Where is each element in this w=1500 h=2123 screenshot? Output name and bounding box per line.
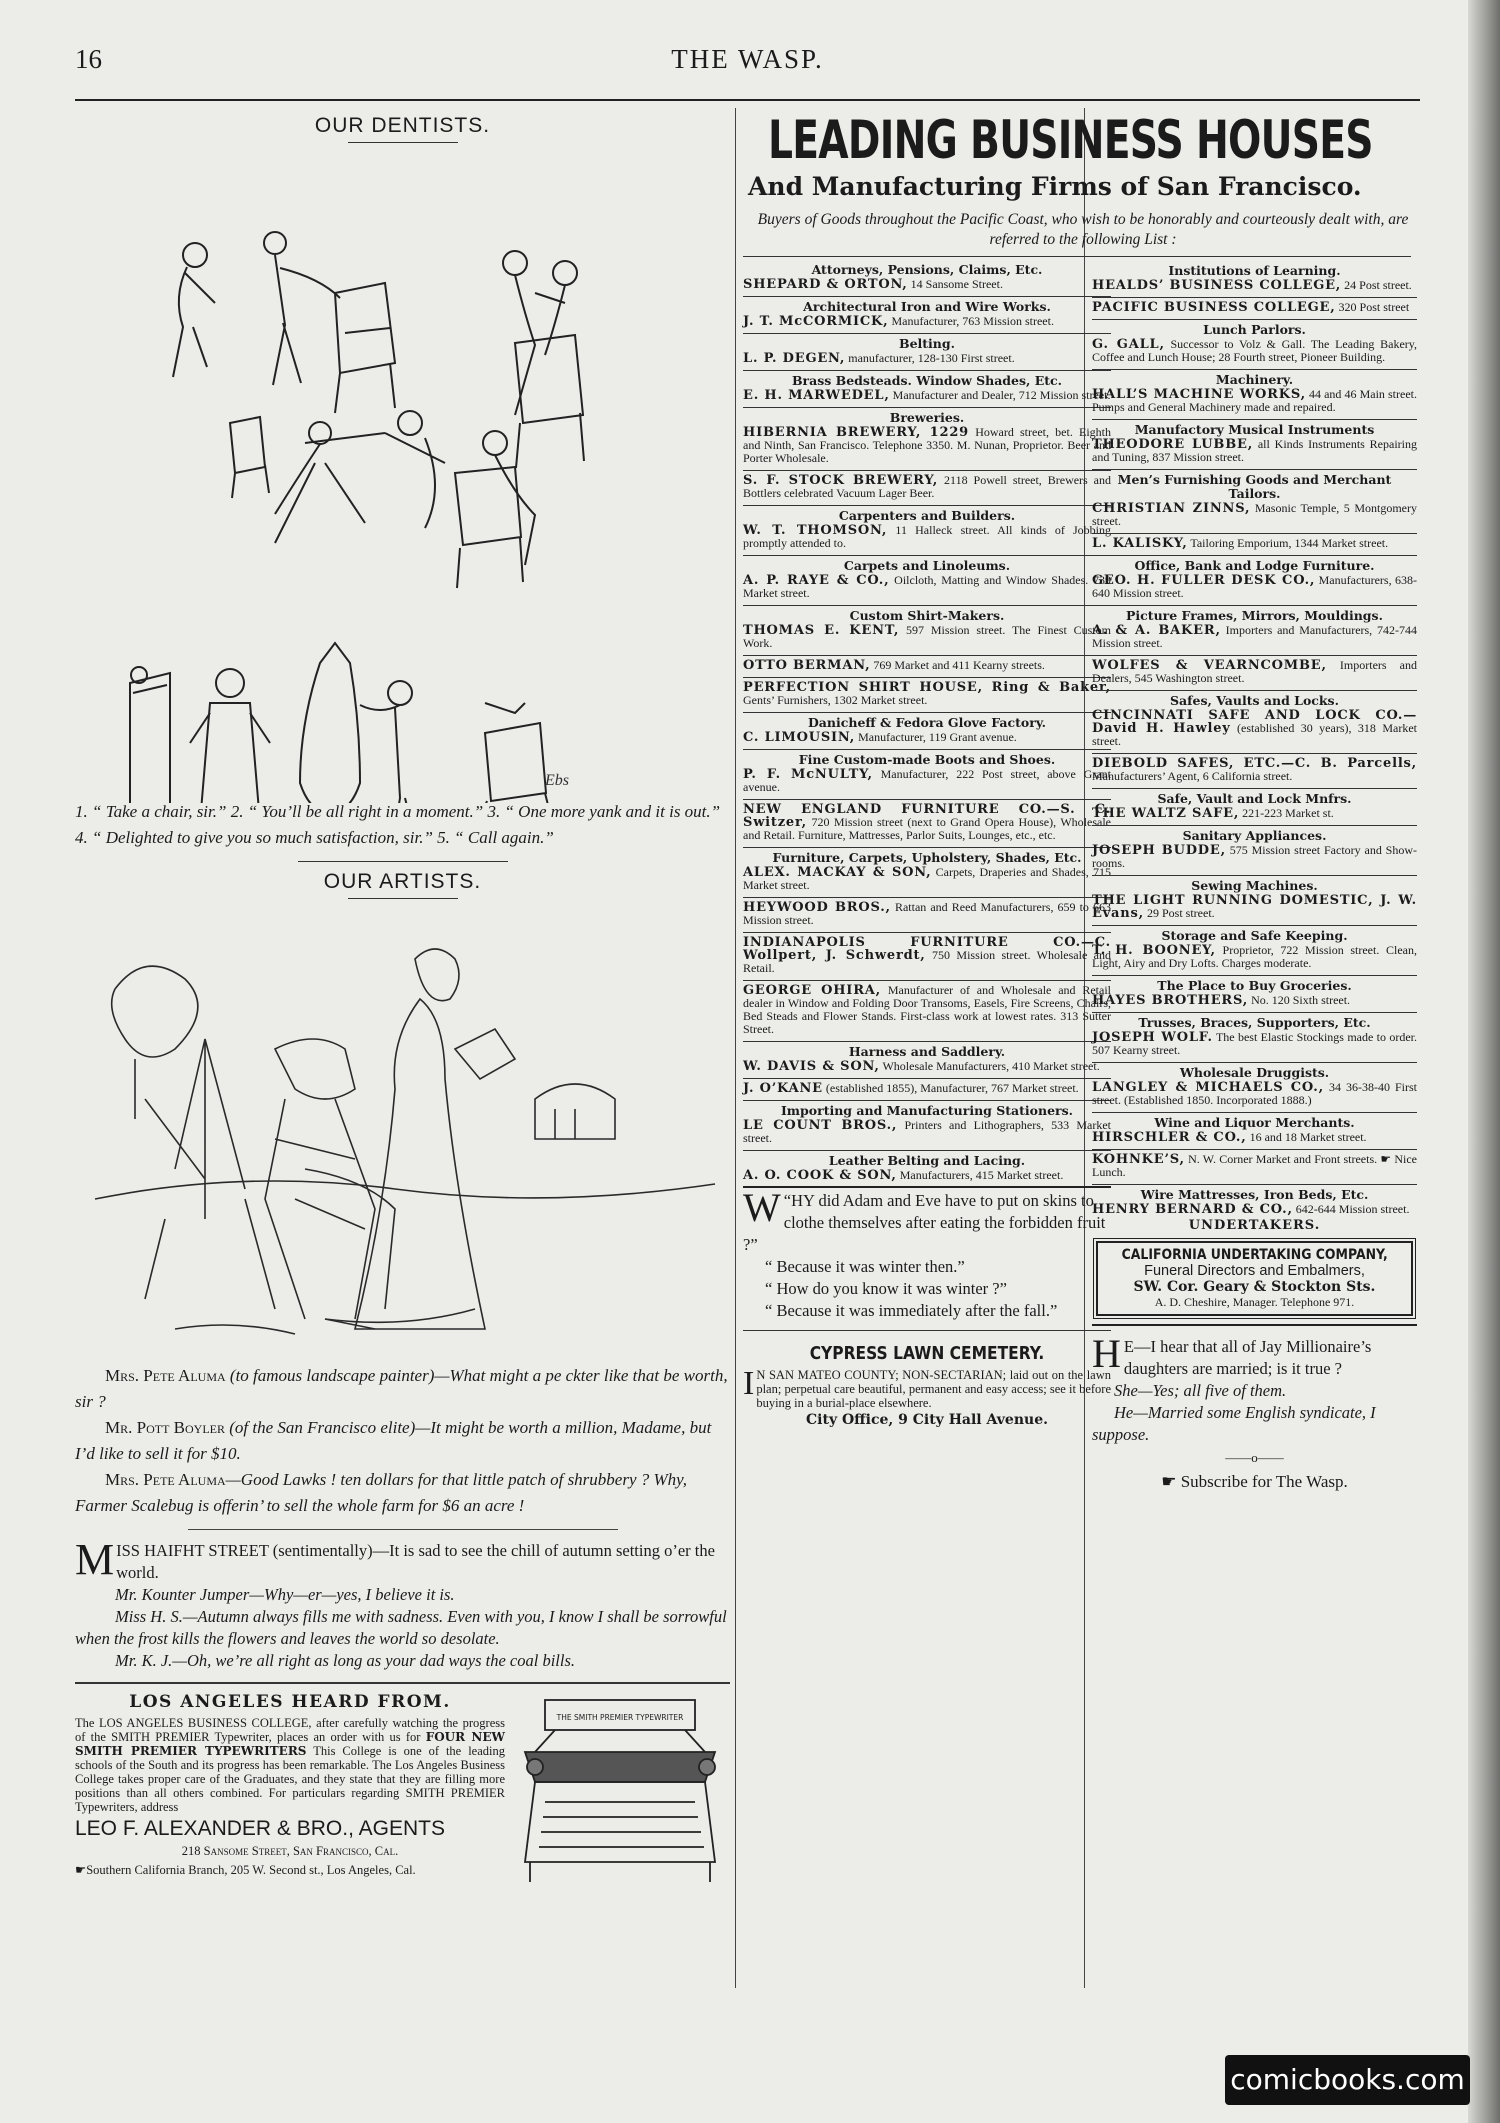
dentists-caption: 1. “ Take a chair, sir.” 2. “ You’ll be all right in a moment.” 3. “ One more yank and it is out.” 4. “ Delighted to give you so much satisfaction, sir.” 5. “ Call again.” [75, 802, 721, 847]
dialogue-line: (of the San Francisco elite)—It might be worth a million, Madame, but I’d like to sell it for $10. [75, 1418, 712, 1463]
directory-entry [1092, 423, 1417, 464]
directory-entry [743, 936, 1111, 975]
firm-name: L. P. DEGEN, [743, 351, 846, 366]
firm-details: Manufacturer, 119 Grant avenue. [855, 730, 1017, 744]
page-number: 16 [75, 44, 102, 74]
firm-details: Manufacturer, 763 Mission street. [888, 314, 1054, 328]
directory-entry [743, 1045, 1111, 1073]
directory-entry [1092, 1153, 1417, 1179]
firm-details: Manufacturers, 415 Market street. [896, 1168, 1064, 1182]
directory-category: The Place to Buy Groceries. [1157, 978, 1352, 993]
typewriter-illustration [515, 1692, 725, 1892]
watermark: comicbooks.com [1225, 2055, 1470, 2105]
agent-name: LEO F. ALEXANDER & BRO., AGENTS [75, 1817, 445, 1840]
directory-category: Institutions of Learning. [1168, 263, 1341, 278]
firm-details: 29 Post street. [1143, 906, 1215, 920]
dialogue-line: —Good Lawks ! ten dollars for that little patch of shrubbery ? Why, Farmer Scalebug is offerin’ to sell the whole farm for $6 an acre ! [75, 1470, 688, 1515]
painter-head [275, 1039, 355, 1099]
entry-separator [743, 407, 1111, 408]
entry-separator [1092, 1184, 1417, 1185]
directory-entry [743, 659, 1111, 672]
cypress-office: City Office, 9 City Hall Avenue. [806, 1412, 1048, 1428]
entry-separator [1092, 533, 1417, 534]
directory-entry [743, 803, 1111, 842]
firm-name: P. F. McNULTY, [743, 767, 873, 782]
directory-category: Manufactory Musical Instruments [1134, 422, 1375, 437]
dentist-figure-2 [503, 251, 584, 468]
directory-entry [1092, 1066, 1417, 1107]
firm-name: J. T. McCORMICK, [743, 314, 889, 329]
directory-entry [743, 474, 1111, 500]
directory-column-2-wrapper [1092, 262, 1417, 1492]
directory-category: Lunch Parlors. [1203, 322, 1306, 337]
firm-details: Manufacturer and Dealer, 712 Mission street. [889, 388, 1111, 402]
camp-stool [305, 1169, 395, 1329]
directory-category: Custom Shirt-Makers. [849, 608, 1005, 623]
firm-details: The best Elastic Stockings made to order. 507 Kearny street. [1092, 1030, 1417, 1057]
undertaking-company-box [1096, 1241, 1413, 1316]
joke-paragraph: “ How do you know it was winter ?” [765, 1279, 1007, 1298]
dentist-figure-1 [173, 232, 395, 413]
directory-category: Storage and Safe Keeping. [1161, 928, 1348, 943]
undertakers-heading: UNDERTAKERS. [1188, 1218, 1321, 1233]
farmhouse [535, 1084, 615, 1139]
firm-name: WOLFES & VEARNCOMBE, [1092, 658, 1327, 673]
directory-category: Brass Bedsteads. Window Shades, Etc. [791, 373, 1063, 388]
directory-entry [743, 1154, 1111, 1182]
dentists-title: OUR DENTISTS. [314, 114, 491, 137]
directory-category: Office, Bank and Lodge Furniture. [1134, 558, 1375, 573]
divider-ornament: ——o—— [1225, 1450, 1284, 1465]
directory-entry [1092, 694, 1417, 748]
directory-category: Carpenters and Builders. [838, 508, 1016, 523]
entry-separator [743, 505, 1111, 506]
firm-name: GEO. H. FULLER DESK CO., [1092, 573, 1316, 588]
directory-entry [743, 984, 1111, 1036]
directory-category: Furniture, Carpets, Upholstery, Shades, Etc. [772, 850, 1082, 865]
directory-category: Fine Custom-made Boots and Shoes. [798, 752, 1056, 767]
lady-dress [355, 999, 485, 1329]
lady-head [415, 949, 459, 1001]
entry-separator [1092, 469, 1417, 470]
firm-details: 34 36-38-40 First street. (Established 1850. Incorporated 1888.) [1092, 1080, 1418, 1107]
drop-cap: M [75, 1535, 115, 1584]
entry-separator [743, 555, 1111, 556]
directory-entry [1092, 792, 1417, 820]
entry-separator [743, 677, 1111, 678]
entry-separator [743, 749, 1111, 750]
entry-separator [743, 980, 1111, 981]
firm-name: HEYWOOD BROS., [743, 900, 891, 915]
entry-separator [743, 712, 1111, 713]
dialogue-line: (to famous landscape painter)—What might a pe ckter like that be worth, sir ? [75, 1366, 728, 1411]
entry-separator [743, 799, 1111, 800]
firm-name: NEW ENGLAND FURNITURE CO.—S. C. Switzer, [743, 802, 1111, 830]
entry-separator [1092, 1062, 1417, 1063]
firm-details: 16 and 18 Market street. [1246, 1130, 1367, 1144]
tree [112, 966, 198, 1119]
directory-category: Importing and Manufacturing Stationers. [780, 1103, 1074, 1118]
firm-name: W. T. THOMSON, [743, 523, 888, 538]
easel [145, 1039, 275, 1309]
firm-name: HENRY BERNARD & CO., [1092, 1202, 1293, 1217]
entry-separator [743, 1041, 1111, 1042]
dentists-cartoon [75, 143, 730, 803]
firm-name: ALEX. MACKAY & SON, [743, 865, 932, 880]
directory-category: Leather Belting and Lacing. [828, 1153, 1026, 1168]
firm-details: Masonic Temple, 5 Montgomery street. [1092, 501, 1417, 528]
los-angeles-body: The LOS ANGELES BUSINESS COLLEGE, after carefully watching the progress of the SMITH PREMIER Typewriter, places an order with us for FOUR NEW SMITH PREMIER TYPEWRITERS This College is one of the leading schools of the South and its progress has been remarkable. The Los Angeles Business College takes proper care of the Graduates, and they state that they are filling more positions than all others combined. For particulars regarding SMITH PREMIER Typewriters, address [75, 1716, 505, 1814]
joke-paragraph: HY did Adam and Eve have to put on skins to clothe themselves after eating the forbidden fruit ?” [743, 1191, 1106, 1254]
firm-name: JOSEPH BUDDE, [1092, 843, 1226, 858]
directory-entry [743, 559, 1111, 600]
dentist-figure-3 [230, 411, 535, 588]
directory-category: Safe, Vault and Lock Mnfrs. [1157, 791, 1352, 806]
entry-separator [1092, 753, 1417, 754]
speaker-name: Mrs. Pete Aluma [105, 1470, 226, 1489]
directory-column-2 [1092, 264, 1417, 1216]
artist-signature: Ebs [545, 772, 569, 789]
directory-category: Architectural Iron and Wire Works. [803, 299, 1051, 314]
joke-paragraph: “ Because it was immediately after the fall.” [765, 1301, 1058, 1320]
firm-name: J. O’KANE [743, 1081, 823, 1096]
entry-separator [1092, 1112, 1417, 1113]
directory-entry [743, 411, 1111, 465]
firm-details: (established 30 years), 318 Market street. [1092, 721, 1417, 748]
directory-entry [743, 509, 1111, 550]
joke-paragraph: She—Yes; all five of them. [1114, 1381, 1287, 1400]
entry-separator [743, 655, 1111, 656]
firm-details: 14 Sansome Street. [907, 277, 1003, 291]
header-rule [75, 99, 1420, 101]
directory-entry [743, 263, 1111, 291]
directory-entry [743, 716, 1111, 744]
firm-details: Printers and Lithographers, 533 Market street. [743, 1118, 1111, 1145]
firm-name: PACIFIC BUSINESS COLLEGE, [1092, 300, 1336, 315]
grass [175, 1309, 475, 1334]
directory-entry [1092, 537, 1417, 550]
los-angeles-title: LOS ANGELES HEARD FROM. [129, 1692, 451, 1712]
undertaker-name: CALIFORNIA UNDERTAKING COMPANY, [1121, 1247, 1388, 1263]
firm-name: HEALDS’ BUSINESS COLLEGE, [1092, 278, 1342, 293]
directory-entry [743, 851, 1111, 892]
firm-name: A. & A. BAKER, [1092, 623, 1221, 638]
directory-entry [1092, 264, 1417, 292]
firm-details: 221-223 Market st. [1239, 806, 1334, 820]
firm-details: 720 Mission street (next to Grand Opera House), Wholesale and Retail. Furniture, Mattresses, Parlor Suits, Lounges, etc., etc. [743, 815, 1111, 842]
speaker-name: Mr. Pott Boyler [105, 1418, 225, 1437]
directory-entry [1092, 373, 1417, 414]
directory-category: Carpets and Linoleums. [843, 558, 1011, 573]
firm-details: Manufacturers, 638-640 Mission street. [1092, 573, 1417, 600]
firm-details: manufacturer, 128-130 First street. [845, 351, 1015, 365]
directory-entry [1092, 757, 1417, 783]
paint-tube [455, 1029, 515, 1079]
directory-category: Men’s Furnishing Goods and Merchant Tailors. [1117, 472, 1392, 501]
directory-category: Harness and Saddlery. [848, 1044, 1006, 1059]
directory-entry [1092, 473, 1417, 528]
firm-details: Howard street, bet. Eighth and Ninth, San Francisco. Telephone 3350. M. Nunan, Proprietor. Beer and Porter Wholesale. [743, 425, 1111, 465]
entry-separator [743, 897, 1111, 898]
entry-separator [1092, 1012, 1417, 1013]
entry-separator [743, 932, 1111, 933]
directory-entry [743, 300, 1111, 328]
entry-separator [1092, 925, 1417, 926]
masthead-title: THE WASP. [671, 44, 824, 74]
directory-category: Sewing Machines. [1191, 878, 1318, 893]
undertaker-address: SW. Cor. Geary & Stockton Sts. [1133, 1279, 1376, 1295]
firm-name: JOSEPH WOLF. [1092, 1030, 1213, 1045]
entry-separator [1092, 788, 1417, 789]
firm-details: Importers and Dealers, 545 Washington street. [1092, 658, 1417, 685]
dentist-figure-4 [130, 643, 555, 803]
firm-details: No. 120 Sixth street. [1248, 993, 1351, 1007]
firm-name: CHRISTIAN ZINNS, [1092, 501, 1251, 516]
entry-separator [743, 370, 1111, 371]
joke-paragraph: Mr. Kounter Jumper—Why—er—yes, I believe it is. [115, 1585, 455, 1604]
firm-details: Carpets, Draperies and Shades, 715 Market street. [743, 865, 1111, 892]
firm-name: KOHNKE’S, [1092, 1152, 1185, 1167]
joke-paragraph: Mr. K. J.—Oh, we’re all right as long as your dad ways the coal bills. [115, 1651, 576, 1670]
firm-name: CINCINNATI SAFE AND LOCK CO.—David H. Hawley [1092, 708, 1417, 736]
firm-name: LANGLEY & MICHAELS CO., [1092, 1080, 1324, 1095]
entry-separator [1092, 297, 1417, 298]
typewriter-label: THE SMITH PREMIER TYPEWRITER [556, 1713, 684, 1722]
firm-name: HALL’S MACHINE WORKS, [1092, 387, 1306, 402]
entry-separator [743, 847, 1111, 848]
firm-name: W. DAVIS & SON, [743, 1059, 880, 1074]
directory-subhead: And Manufacturing Firms of San Francisco. [748, 172, 1362, 201]
firm-details: Oilcloth, Matting and Window Shades. 739 Market street. [743, 573, 1111, 600]
undertaker-services: Funeral Directors and Embalmers, [1144, 1263, 1365, 1279]
directory-entry [1092, 323, 1417, 364]
drop-cap: W [743, 1185, 781, 1230]
entry-separator [1092, 1149, 1417, 1150]
entry-separator [743, 1150, 1111, 1151]
directory-entry [743, 337, 1111, 365]
cypress-lawn-body: I N SAN MATEO COUNTY; NON-SECTARIAN; laid out on the lawn plan; perpetual care beautiful, permanent and easy access; see it before buying in a burial-place elsewhere. [743, 1365, 1111, 1410]
cypress-lawn-title: CYPRESS LAWN CEMETERY. [809, 1343, 1045, 1364]
directory-entry [743, 681, 1111, 707]
firm-details: 750 Mission street. Wholesale and Retail. [743, 948, 1111, 975]
directory-category: Sanitary Appliances. [1182, 828, 1327, 843]
firm-name: A. P. RAYE & CO., [743, 573, 890, 588]
los-angeles-ad [75, 1692, 730, 1932]
drop-cap: H [1092, 1331, 1121, 1376]
firm-details: 11 Halleck street. All kinds of Jobbing promptly attended to. [743, 523, 1111, 550]
firm-name: INDIANAPOLIS FURNITURE CO.—C. Wollpert, J. Schwerdt, [743, 935, 1111, 963]
directory-entry [743, 901, 1111, 927]
firm-details: 2118 Powell street, Brewers and Bottlers celebrated Vacuum Lager Beer. [743, 473, 1111, 500]
firm-details: Successor to Volz & Gall. The Leading Bakery, Coffee and Lunch House; 28 Fourth street, Pioneer Building. [1092, 337, 1417, 364]
directory-entry [743, 374, 1111, 402]
binding-shadow [1468, 0, 1500, 2123]
firm-name: HIRSCHLER & CO., [1092, 1130, 1247, 1145]
firm-details: N. W. Corner Market and Front streets. ☛ Nice Lunch. [1092, 1152, 1417, 1179]
directory-entry [1092, 979, 1417, 1007]
directory-entry [1092, 301, 1417, 314]
firm-details: Gents’ Furnishers, 1302 Market street. [743, 693, 928, 707]
firm-details: Manufacturers’ Agent, 6 California street. [1092, 769, 1293, 783]
firm-details: 24 Post street. [1341, 278, 1412, 292]
directory-entry [1092, 1016, 1417, 1057]
entry-separator [743, 1100, 1111, 1101]
undertaker-manager: A. D. Cheshire, Manager. Telephone 971. [1154, 1295, 1355, 1309]
artists-dialogue [75, 1363, 730, 1519]
artists-title: OUR ARTISTS. [323, 870, 482, 893]
directory-category: Belting. [899, 336, 955, 351]
adam-eve-joke: “ W HY did Adam and Eve have to put on skins to clothe themselves after eating the forbidden fruit ?” “ Because it was winter then.” “ How do you know it was winter ?” “ Because it was immediately after the fall.” [743, 1190, 1111, 1322]
firm-name: THE WALTZ SAFE, [1092, 806, 1240, 821]
directory-entry [1092, 879, 1417, 920]
entry-separator [1092, 655, 1417, 656]
joke-paragraph: He—Married some English syndicate, I suppose. [1092, 1403, 1376, 1444]
firm-name: PERFECTION SHIRT HOUSE, Ring & Baker, [743, 680, 1111, 695]
firm-name: GEORGE OHIRA, [743, 983, 882, 998]
firm-details: Tailoring Emporium, 1344 Market street. [1187, 536, 1389, 550]
firm-name: T. H. BOONEY, [1092, 943, 1216, 958]
directory-category: Safes, Vaults and Locks. [1170, 693, 1339, 708]
directory-entry [1092, 559, 1417, 600]
directory-column-1 [743, 263, 1111, 1182]
directory-category: Machinery. [1215, 372, 1294, 387]
entry-separator [1092, 419, 1417, 420]
directory-headline: LEADING BUSINESS HOUSES [768, 110, 1373, 171]
entry-separator [1092, 825, 1417, 826]
entry-separator [1092, 369, 1417, 370]
firm-name: THEODORE LUBBE, [1092, 437, 1254, 452]
firm-details: 769 Market and 411 Kearny streets. [870, 658, 1045, 672]
married-joke [1092, 1331, 1417, 1446]
joke-paragraph: E—I hear that all of Jay Millionaire’s daughters are married; is it true ? [1123, 1337, 1372, 1378]
firm-details: Manufacturer, 222 Post street, above Grant avenue. [743, 767, 1111, 794]
firm-name: OTTO BERMAN, [743, 658, 871, 673]
directory-entry [1092, 609, 1417, 650]
agent-address: 218 Sansome Street, San Francisco, Cal. [181, 1844, 399, 1858]
joke-paragraph: ISS HAIFHT STREET (sentimentally)—It is sad to see the chill of autumn setting o’er the world. [116, 1541, 715, 1582]
entry-separator [1092, 690, 1417, 691]
entry-separator [743, 333, 1111, 334]
directory-entry [743, 609, 1111, 650]
firm-details: 642-644 Mission street. [1292, 1202, 1410, 1216]
directory-entry [1092, 929, 1417, 970]
firm-name: S. F. STOCK BREWERY, [743, 473, 939, 488]
directory-category: Breweries. [889, 410, 965, 425]
firm-details: Manufacturer of and Wholesale and Retail dealer in Window and Folding Door Transoms, Easels, Fire Screens, Chairs, Bed Steads and Flower Stands. First-class work at lowest rates. 313 Sutter Street. [743, 983, 1112, 1036]
horizon-line [95, 1181, 715, 1199]
directory-category: Attorneys, Pensions, Claims, Etc. [811, 262, 1043, 277]
entry-separator [1092, 605, 1417, 606]
firm-name: DIEBOLD SAFES, ETC.—C. B. Parcells, [1092, 756, 1417, 771]
firm-details: 320 Post street [1335, 300, 1410, 314]
firm-details: all Kinds Instruments Repairing and Tuning, 837 Mission street. [1092, 437, 1417, 464]
firm-name: E. H. MARWEDEL, [743, 388, 890, 403]
firm-details: Importers and Manufacturers, 742-744 Mission street. [1092, 623, 1417, 650]
entry-separator [743, 470, 1111, 471]
directory-category: Picture Frames, Mirrors, Mouldings. [1126, 608, 1383, 623]
entry-separator [1092, 875, 1417, 876]
firm-details: Rattan and Reed Manufacturers, 659 to 663 Mission street. [743, 900, 1112, 927]
firm-details: Proprietor, 722 Mission street. Clean, Light, Airy and Dry Lofts. Charges moderate. [1092, 943, 1417, 970]
directory-entry [1092, 829, 1417, 870]
firm-details: 575 Mission street Factory and Show-rooms. [1092, 843, 1418, 870]
entry-separator [1092, 319, 1417, 320]
firm-name: G. GALL, [1092, 337, 1165, 352]
firm-name: HIBERNIA BREWERY, 1229 [743, 425, 970, 440]
speaker-name: Mrs. Pete Aluma [105, 1366, 226, 1385]
directory-intro: Buyers of Goods throughout the Pacific Coast, who wish to be honorably and courteously dealt with, are referred to the following List : [757, 211, 1409, 248]
directory-entry [1092, 1188, 1417, 1216]
page-header [75, 40, 1420, 100]
firm-name: C. LIMOUSIN, [743, 730, 856, 745]
joke-paragraph: Miss H. S.—Autumn always fills me with sadness. Even with you, I know I shall be sorrowful when the frost kills the flowers and leaves the world so desolate. [75, 1607, 727, 1648]
directory-category: Wire Mattresses, Iron Beds, Etc. [1140, 1187, 1369, 1202]
column-rule-left [735, 108, 736, 1988]
firm-name: THOMAS E. KENT, [743, 623, 900, 638]
branch-address: ☛Southern California Branch, 205 W. Second st., Los Angeles, Cal. [75, 1863, 416, 1877]
directory-category: Wine and Liquor Merchants. [1154, 1115, 1355, 1130]
directory-category: Wholesale Druggists. [1179, 1065, 1330, 1080]
firm-details: Wholesale Manufacturers, 410 Market street. [879, 1059, 1100, 1073]
directory-category: Trusses, Braces, Supporters, Etc. [1138, 1015, 1371, 1030]
subscribe-line[interactable]: ☛ Subscribe for The Wasp. [1161, 1472, 1348, 1491]
entry-separator [743, 1078, 1111, 1079]
directory-entry [1092, 659, 1417, 685]
directory-entry [743, 1104, 1111, 1145]
firm-name: THE LIGHT RUNNING DOMESTIC, J. W. Evans, [1092, 893, 1417, 921]
firm-name: LE COUNT BROS., [743, 1118, 898, 1133]
joke-paragraph: “ Because it was winter then.” [765, 1257, 965, 1276]
firm-name: A. O. COOK & SON, [743, 1168, 897, 1183]
directory-entry [743, 1082, 1111, 1095]
miss-haifht-joke [75, 1535, 730, 1672]
firm-name: SHEPARD & ORTON, [743, 277, 908, 292]
drop-cap: I [743, 1365, 755, 1402]
directory-entry [1092, 1116, 1417, 1144]
directory-entry [743, 753, 1111, 794]
painter-body [265, 1099, 375, 1319]
artists-cartoon [75, 899, 730, 1359]
directory-category: Danicheff & Fedora Glove Factory. [807, 715, 1047, 730]
firm-details: 597 Mission street. The Finest Custom Work. [743, 623, 1111, 650]
entry-separator [743, 296, 1111, 297]
firm-name: L. KALISKY, [1092, 536, 1188, 551]
firm-name: HAYES BROTHERS, [1092, 993, 1249, 1008]
firm-details: (established 1855), Manufacturer, 767 Market street. [822, 1081, 1079, 1095]
left-column [75, 108, 730, 1932]
entry-separator [743, 605, 1111, 606]
entry-separator [1092, 555, 1417, 556]
firm-details: 44 and 46 Main street. Pumps and General Machinery made and repaired. [1092, 387, 1417, 414]
entry-separator [1092, 975, 1417, 976]
